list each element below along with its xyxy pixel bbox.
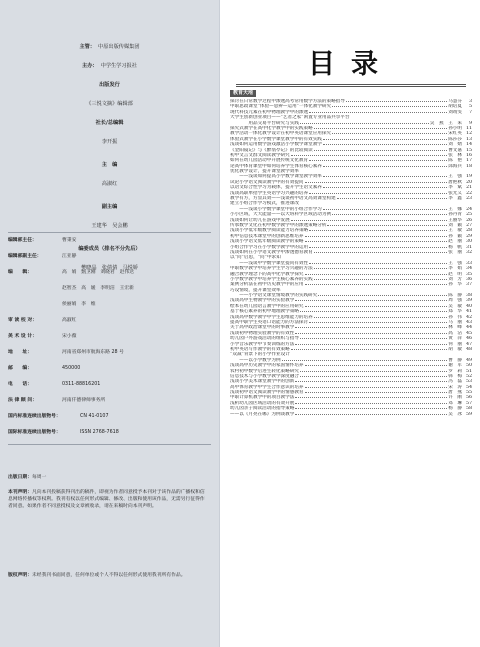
toc-entry-page: 45 bbox=[466, 330, 472, 336]
toc-leader-dots bbox=[295, 300, 447, 301]
toc-leader-dots bbox=[314, 150, 448, 151]
toc-entry-page: 50 bbox=[466, 363, 472, 369]
toc-leader-dots bbox=[327, 225, 447, 226]
toc-entry-page: 58 bbox=[466, 406, 472, 412]
masthead-rows bbox=[0, 44, 219, 271]
toc-entry-title: 浅谈小学低年级数学阅读能力培养策略 bbox=[230, 228, 309, 234]
staff-key: 地 址： bbox=[8, 350, 32, 355]
toc-leader-dots bbox=[314, 252, 448, 253]
toc-leader-dots bbox=[305, 274, 448, 275]
masthead-row bbox=[0, 44, 219, 50]
toc-entry-title: 浅谈高中历史教学中的家国情怀培养 bbox=[230, 363, 304, 369]
toc-entry-title: 中职思政课堂“体验—思辨—运用”一体化教学研究 bbox=[230, 104, 332, 110]
toc-entry-page: 34 bbox=[466, 266, 472, 272]
toc-entry-author: 宋红英 bbox=[448, 131, 462, 137]
toc-entry-title: 信息技术与小学数学教学深度融合 bbox=[230, 373, 299, 379]
toc-entry-author: 张 丽 bbox=[448, 249, 462, 255]
toc-entry-title: 浅析幼儿园区域活动的有效开展 bbox=[230, 400, 295, 406]
toc-leader-dots bbox=[332, 106, 447, 107]
toc-leader-dots bbox=[323, 187, 447, 188]
toc-entry-page: 38 bbox=[466, 293, 472, 299]
toc-entry-page: 30 bbox=[466, 239, 472, 245]
toc-entry-title: 浅谈如何在小学语文教学中渗透德育教育 bbox=[230, 249, 313, 255]
toc-entry-title: ——小学语文课堂情境教学的实践研究 bbox=[230, 293, 318, 299]
toc-entry-author: 李 鑫 bbox=[448, 196, 462, 202]
toc-entry-author: 邱海兵 bbox=[448, 163, 462, 169]
toc-leader-dots bbox=[295, 333, 447, 334]
toc-entry-title: 初中文言文群文阅读教学研究 bbox=[230, 152, 290, 158]
toc-leader-dots bbox=[323, 176, 447, 177]
staff-row bbox=[8, 366, 213, 372]
toc-entry-title: 传承数学文化在初中数学教学中的渗透策略分析 bbox=[230, 222, 327, 228]
toc-entry-title: 幼儿园亲子阅读活动的指导策略 bbox=[230, 406, 295, 412]
toc-column bbox=[226, 0, 476, 647]
toc-entry-page: 18 bbox=[466, 163, 472, 169]
toc-entry-author: 邓 琳 bbox=[448, 400, 462, 406]
staff-key: 编辑部副主任： bbox=[8, 254, 42, 259]
toc-entry-author: 刘 颖 bbox=[448, 222, 462, 228]
toc-entry-page: 39 bbox=[466, 298, 472, 304]
staff-row bbox=[8, 286, 213, 292]
toc-entry-author: 黄 萍 bbox=[448, 336, 462, 342]
toc-entry-page: 3 bbox=[469, 99, 472, 104]
toc-entry-title: ——浅谈中学数学课堂提问有效性 bbox=[230, 260, 309, 266]
toc-entry-author: 马 丽 bbox=[448, 320, 462, 326]
staff-value: 宋小薇 bbox=[62, 334, 77, 339]
toc-leader-dots bbox=[332, 214, 447, 215]
toc-leader-dots bbox=[318, 295, 447, 296]
toc-entry-author: 马慧芬 bbox=[448, 99, 462, 104]
toc-entry-title: 教学有方，方显其效——浅谈初中语文高效课堂构建 bbox=[230, 196, 336, 202]
copyright-notice: 版权声明：未经我刊书面同意，任何单位或个人不得以任何形式使用我刊所有作品。 bbox=[8, 573, 186, 578]
magazine-notice: 本刊声明：凡向本刊投稿获得刊出的稿件，即视为作者同意授予本刊对于该作品的广播权和信息网络传播权等权利。我刊有权以任何形式编辑、修改、出版和使用该作品，无需另行征得作者同意。如果作者不同意授权及文章被收录，请在来稿时向本刊声明。 bbox=[8, 490, 205, 509]
masthead-row: 编委成员（排名不分先后） bbox=[78, 246, 141, 252]
masthead-row: 出版发行 bbox=[99, 82, 120, 88]
staff-value: 450000 bbox=[62, 366, 81, 371]
toc-entry-page: 28 bbox=[466, 228, 472, 234]
toc-entry-title: “双减”背景下的小学作业设计 bbox=[230, 352, 290, 358]
toc-leader-dots bbox=[309, 230, 447, 231]
toc-leader-dots bbox=[305, 306, 448, 307]
staff-row bbox=[8, 334, 213, 340]
staff-value: 江亚静 bbox=[62, 254, 77, 259]
staff-row bbox=[8, 430, 213, 436]
toc-entry-title: 浅谈小学美术课堂教学中的创新 bbox=[230, 379, 295, 385]
toc-leader-dots bbox=[300, 376, 447, 377]
toc-entry-author: 周 强 bbox=[448, 298, 462, 304]
toc-entry-title: 关于高中政治课堂中的时事教学 bbox=[230, 325, 295, 331]
toc-entry-page: 7 bbox=[469, 109, 472, 115]
toc-leader-dots bbox=[291, 220, 447, 221]
masthead-column bbox=[0, 0, 220, 647]
staff-info bbox=[8, 238, 213, 436]
toc-entry-title: 案例分析法在初中历史教学中的应用 bbox=[230, 282, 304, 288]
toc-entry-author: 曹 静 bbox=[448, 357, 462, 363]
toc-entry-page: 16 bbox=[466, 152, 472, 158]
toc-entry-page: 11 bbox=[466, 125, 472, 131]
toc-leader-dots bbox=[314, 317, 448, 318]
toc-entry-title: 浅谈初中物理实验教学的有效性 bbox=[230, 330, 295, 336]
toc-entry-page: 59 bbox=[466, 411, 472, 417]
staff-row bbox=[8, 398, 213, 404]
toc-leader-dots bbox=[314, 268, 448, 269]
toc-leader-dots bbox=[305, 387, 448, 388]
toc-entry-title: 中职计算机教学中的项目教学法 bbox=[230, 395, 295, 401]
toc-entry-page: 41 bbox=[466, 309, 472, 315]
toc-entry-page: 17 bbox=[466, 158, 472, 164]
toc-entry-author: 吴 冰 bbox=[448, 411, 462, 417]
toc-leader-dots bbox=[309, 263, 447, 264]
toc-entry-author: 宋 涛 bbox=[448, 384, 462, 390]
staff-key bbox=[8, 286, 62, 292]
staff-row bbox=[8, 350, 213, 356]
masthead-row: 《三悦文摘》编辑部 bbox=[86, 101, 133, 107]
toc-entry-author: 张 林 bbox=[448, 152, 462, 158]
toc-entry-title: 如何在幼儿园活动中开展传统文化教育 bbox=[230, 158, 309, 164]
toc-entry-title: 现代科技元素在初中物理教学中的渗透 bbox=[230, 109, 309, 115]
toc-entry-author: 张光义 bbox=[448, 190, 462, 196]
toc-leader-dots bbox=[314, 128, 448, 129]
masthead-key: 主管： bbox=[79, 44, 96, 50]
toc-entry-title: 小小区域，大大能量——以大班科学区域活动为例 bbox=[230, 212, 332, 218]
staff-key: 审 读 校 对： bbox=[8, 318, 37, 323]
toc-entry-title: 探讨在日常数学过程中渗透高考常用数学方法的策略指导 bbox=[230, 99, 345, 104]
staff-value: ISSN 2768-7618 bbox=[80, 430, 119, 435]
toc-entry-title: 提高中职学生英语口语能力的方法探讨 bbox=[230, 320, 309, 326]
toc-entry-author: 赵 丽 bbox=[448, 239, 462, 245]
masthead-value: 中原出版传媒集团 bbox=[98, 44, 140, 50]
toc-entry-author: 赵 明 bbox=[448, 271, 462, 277]
toc-entry-page: 57 bbox=[466, 400, 472, 406]
toc-entry-title: 初中英语写作教学的有效策略 bbox=[230, 346, 290, 352]
toc-entry-author: 孙 伟 bbox=[448, 314, 462, 320]
staff-key bbox=[8, 302, 62, 308]
toc-entry-author: 刘 婧 bbox=[448, 142, 462, 148]
toc-entry-author: 韩 梅 bbox=[448, 373, 462, 379]
toc-entry-title: 小学数学教学中培养学生核心素养的实践 bbox=[230, 276, 313, 282]
toc-entry-page: 27 bbox=[466, 222, 472, 228]
toc-entry-page: 48 bbox=[466, 346, 472, 352]
staff-key: 编辑部主任： bbox=[8, 238, 37, 243]
staff-key: 邮 编： bbox=[8, 366, 32, 371]
staff-row bbox=[8, 254, 213, 260]
toc-entry-page: 56 bbox=[466, 395, 472, 401]
toc-entry-title: 浅谈初中语文阅读教学中的情感教育 bbox=[230, 390, 304, 396]
toc-entry-title: ——以《月亮在哪》为例谈教学 bbox=[230, 411, 295, 417]
toc-leader-dots bbox=[295, 403, 447, 404]
toc-entry-page: 23 bbox=[466, 196, 472, 202]
staff-row bbox=[8, 382, 213, 388]
toc-leader-dots bbox=[305, 284, 448, 285]
toc-leader-dots bbox=[323, 144, 447, 145]
toc-entry-author: 曹文嘉 bbox=[448, 147, 462, 153]
toc-entry-author: 胡 敏 bbox=[448, 346, 462, 352]
toc-entry-page: 46 bbox=[466, 336, 472, 342]
toc-entry-author: 许 刚 bbox=[448, 395, 462, 401]
toc-entry-title: ——浅谈小学数学课堂中的小组合作学习 bbox=[230, 206, 322, 212]
staff-key: 电 话： bbox=[8, 382, 32, 387]
toc-entry-title: 体验式教学在小学数学课堂教学中的有效实践 bbox=[230, 136, 322, 142]
toc-leader-dots bbox=[309, 112, 447, 113]
toc-leader-dots bbox=[305, 365, 448, 366]
toc-entry-author: 吴 燕 王 朱 bbox=[429, 120, 462, 126]
toc-leader-dots bbox=[305, 182, 448, 183]
toc-entry-title: 浅谈高中生物教学中的实验教学 bbox=[230, 298, 295, 304]
toc-entry-title: 《金阳镜记》与《醉翁亭记》的比较阅读 bbox=[230, 147, 313, 153]
toc-leader-dots bbox=[295, 344, 447, 345]
toc-entry-page: 53 bbox=[466, 379, 472, 385]
toc-entry-title: 浅谈小学语文低年级阅读教学的策略 bbox=[230, 239, 304, 245]
toc-entry-author: 陈 静 bbox=[448, 293, 462, 299]
toc-entry-title: 农村初中数学后进生转化策略研究 bbox=[230, 368, 299, 374]
toc-entry-page: 51 bbox=[466, 368, 472, 374]
toc-entry-title: 优化教学设计，提升课堂教学效率 bbox=[230, 169, 299, 175]
toc-entry-author: 吴 敏 bbox=[448, 303, 462, 309]
title-rule-thin bbox=[236, 86, 466, 87]
toc-leader-dots bbox=[282, 360, 448, 361]
toc-leader-dots bbox=[323, 209, 447, 210]
toc-entry-title: 教学活动一体化教学设计在初中英语课堂应用探究 bbox=[230, 131, 332, 137]
staff-key: 国际标准连续出版物号： bbox=[8, 430, 61, 435]
toc-entry-title: ——浅谈如何提高小学数学课堂教学效率 bbox=[230, 174, 322, 180]
staff-key: 法 律 顾 问： bbox=[8, 398, 37, 403]
toc-entry-title: 高中体育教学中学生合作意识的培养 bbox=[230, 384, 304, 390]
toc-entry-title: 用品交易平台研究与实践 bbox=[230, 120, 299, 126]
toc-entry-page: 43 bbox=[466, 320, 472, 326]
toc-entry-author: 王 娜 bbox=[448, 206, 462, 212]
toc-entry-title: 探究式教学在高中化学教学中的实践策略 bbox=[230, 125, 313, 131]
masthead-row: 樊晓晶 张倩倩 马悦娇 bbox=[80, 265, 139, 271]
toc-entry-author: 林 峰 bbox=[448, 325, 462, 331]
toc-leader-dots bbox=[295, 408, 447, 409]
toc-entry-author: 李 斌 bbox=[448, 185, 462, 191]
toc-leader-dots bbox=[295, 381, 447, 382]
toc-leader-dots bbox=[323, 139, 447, 140]
toc-entry-page: 37 bbox=[466, 282, 472, 288]
toc-entry-title: 浅谈高职单招学生英语学习兴趣的培养 bbox=[230, 190, 309, 196]
toc-entry-author: 陈莎莎 bbox=[448, 136, 462, 142]
masthead-divider bbox=[8, 232, 211, 233]
toc-entry-title: 大学生创新创业项目——“艺者之家”闲置专业用品共享平台 bbox=[230, 115, 350, 121]
toc-leader-dots bbox=[305, 392, 448, 393]
toc-entry-page: 13 bbox=[466, 136, 472, 142]
toc-entry-page: 52 bbox=[466, 373, 472, 379]
toc-leader-dots bbox=[300, 371, 447, 372]
toc-entry-page: 22 bbox=[466, 190, 472, 196]
toc-entry[interactable] bbox=[230, 412, 472, 417]
toc-entry-title: 以“问”启思，“问”中求知 bbox=[230, 255, 281, 261]
toc-entry-page: 40 bbox=[466, 303, 472, 309]
toc-entry-page: 33 bbox=[466, 260, 472, 266]
toc-entry-title: 融合教学理念下的高中化学教学探究 bbox=[230, 271, 304, 277]
toc-entry-author: 孙小明 bbox=[448, 125, 462, 131]
masthead-row: 李开振 bbox=[101, 139, 118, 145]
masthead-value: 中学生学习报社 bbox=[100, 63, 137, 69]
toc-leader-dots bbox=[305, 236, 448, 237]
toc-entry-title: 中职数学教学中培养学生学习兴趣的方法 bbox=[230, 266, 313, 272]
toc-entry-title: 论高中体育课堂中如何培养学生体育核心素养 bbox=[230, 163, 322, 169]
toc-entry-page: 12 bbox=[466, 131, 472, 137]
staff-value: 河南省郑州市航海东路 28 号 bbox=[62, 350, 124, 355]
staff-value: 赵智杰 高 媛 李明洁 王宏新 bbox=[62, 286, 134, 291]
toc-entry-author: 高 洁 bbox=[448, 330, 462, 336]
toc-entry-page: 49 bbox=[466, 357, 472, 363]
toc-entry-title: 幼儿园户外游戏活动的组织与指导 bbox=[230, 336, 299, 342]
toc-entry-page: 54 bbox=[466, 384, 472, 390]
masthead-row: 主 编 bbox=[101, 162, 118, 168]
toc-leader-dots bbox=[309, 160, 447, 161]
toc-leader-dots bbox=[309, 322, 447, 323]
toc-entry-page: 44 bbox=[466, 325, 472, 331]
toc-entry-page: 25 bbox=[466, 212, 472, 218]
toc-leader-dots bbox=[346, 101, 447, 102]
toc-entry-page: 36 bbox=[466, 276, 472, 282]
staff-key: 美 术 设 计： bbox=[8, 334, 37, 339]
toc-entry-author: 孙 华 bbox=[448, 282, 462, 288]
toc-entry-page: 26 bbox=[466, 217, 472, 223]
toc-leader-dots bbox=[314, 279, 448, 280]
toc-leader-dots bbox=[291, 349, 447, 350]
toc-leader-dots bbox=[295, 327, 447, 328]
toc-entry-author: 胡培夏 bbox=[448, 104, 462, 110]
toc-entry-page: 20 bbox=[466, 179, 472, 185]
toc-entry-title: ——以小学数学为例 bbox=[230, 357, 281, 363]
toc-entry-page: 19 bbox=[466, 174, 472, 180]
toc-entry-page: 42 bbox=[466, 314, 472, 320]
toc-leader-dots bbox=[295, 397, 447, 398]
toc-leader-dots bbox=[300, 311, 447, 312]
toc-leader-dots bbox=[309, 247, 447, 248]
toc-entry-page: 55 bbox=[466, 390, 472, 396]
toc-entry-author: 孙 颖 bbox=[448, 233, 462, 239]
toc-entry-author: 刘靖雯 bbox=[448, 109, 462, 115]
masthead-row: 副主编 bbox=[101, 204, 118, 210]
toc-entry-title: 以语文综合性学习为载体，提升学生语文素养 bbox=[230, 185, 322, 191]
toc-entry-title: 浅谈高中数学教学中学生思维能力的培养 bbox=[230, 314, 313, 320]
masthead-key: 主办： bbox=[82, 63, 98, 69]
staff-row bbox=[8, 270, 213, 276]
staff-value: 高 娟 甄卫刚 刘晓君 赵伟达 bbox=[62, 270, 134, 275]
toc-entry-title: 试论小学语文阅读教学中的有效提问 bbox=[230, 179, 304, 185]
staff-value: 河南仟德律师事务所 bbox=[62, 398, 106, 403]
toc-entry-author: 冯 磊 bbox=[448, 379, 462, 385]
toc-entry-title: 小组合作学习在小学数学教学中的运用 bbox=[230, 244, 309, 250]
toc-entry-author: 罗 莉 bbox=[448, 368, 462, 374]
toc-entry-author: 王 强 bbox=[448, 260, 462, 266]
toc-entry-page: 32 bbox=[466, 249, 472, 255]
pub-date: 出版日期：每周一 bbox=[8, 475, 47, 480]
toc-entry-page: 15 bbox=[466, 147, 472, 153]
toc-entry-title: 浅谈如何让幼儿在游戏中发展 bbox=[230, 217, 290, 223]
staff-value: 曹秉安 bbox=[62, 238, 77, 243]
staff-key: 编 辑： bbox=[8, 270, 32, 275]
toc-entry-author: 杨 帆 bbox=[448, 244, 462, 250]
toc-entry-author: 王 敏 bbox=[448, 228, 462, 234]
toc-entry-author: 郑 华 bbox=[448, 309, 462, 315]
toc-entry-author: 何 丽 bbox=[448, 341, 462, 347]
toc-leader-dots bbox=[295, 414, 447, 415]
toc-entry-title: 浅谈如何运用数学游戏激活小学数学课堂教学 bbox=[230, 142, 322, 148]
staff-row bbox=[8, 318, 213, 324]
staff-row bbox=[8, 238, 213, 244]
toc-entry-title: 建立小组合作学习模式，推进课改 bbox=[230, 201, 299, 207]
toc-entry-author: 李 娟 bbox=[448, 266, 462, 272]
toc-entry-page: 29 bbox=[466, 233, 472, 239]
toc-leader-dots bbox=[291, 155, 447, 156]
title-rule bbox=[236, 84, 466, 85]
toc-entry-page: 31 bbox=[466, 244, 472, 250]
toc-list bbox=[230, 99, 472, 417]
toc-entry-author: 王 强 bbox=[448, 174, 462, 180]
masthead-row: 社长/总编辑 bbox=[95, 120, 124, 126]
toc-entry-title: 初中信息技术课堂中的创新思维培养 bbox=[230, 233, 304, 239]
toc-entry-page: 21 bbox=[466, 185, 472, 191]
toc-entry-page: 24 bbox=[466, 206, 472, 212]
toc-entry-author: 谢 军 bbox=[448, 363, 462, 369]
section-heading: 教育天地 bbox=[230, 90, 256, 97]
toc-entry-author: 王丽华 bbox=[448, 217, 462, 223]
toc-entry-author: 唐 燕 bbox=[448, 390, 462, 396]
toc-entry-author: 刘 芳 bbox=[448, 276, 462, 282]
toc-leader-dots bbox=[305, 241, 448, 242]
staff-row bbox=[8, 302, 213, 308]
staff-value: 侯丽娟 李 维 bbox=[62, 302, 96, 307]
toc-leader-dots bbox=[300, 123, 429, 124]
staff-value: CN 41-0107 bbox=[80, 414, 109, 419]
toc-leader-dots bbox=[309, 193, 447, 194]
toc-entry-page: 9 bbox=[469, 120, 472, 126]
toc-entry-title: 基于核心素养的初中地理教学策略 bbox=[230, 309, 299, 315]
toc-leader-dots bbox=[337, 198, 448, 199]
toc-entry-author: 孙丹青 bbox=[448, 212, 462, 218]
toc-leader-dots bbox=[300, 338, 447, 339]
staff-value: 高淑红 bbox=[62, 318, 77, 323]
toc-entry-page: 14 bbox=[466, 142, 472, 148]
masthead-row bbox=[0, 63, 219, 69]
staff-row bbox=[8, 414, 213, 420]
toc-entry-page: 5 bbox=[469, 104, 472, 110]
toc-leader-dots bbox=[323, 166, 447, 167]
toc-entry-author: 唐艳秋 bbox=[448, 179, 462, 185]
toc-entry-page: 47 bbox=[466, 341, 472, 347]
toc-entry-page: 35 bbox=[466, 271, 472, 277]
toc-entry-author: 杨 静 bbox=[448, 406, 462, 412]
staff-key: 国内标准连续出版物号： bbox=[8, 414, 61, 419]
toc-entry-title: 绘本在幼儿园语言教学中的应用研究 bbox=[230, 303, 304, 309]
toc-leader-dots bbox=[332, 133, 447, 134]
toc-entry-author: 陈 艳 bbox=[448, 158, 462, 164]
staff-value: 0311-88816201 bbox=[62, 382, 101, 387]
masthead-row: 王建华 吴会鹏 bbox=[91, 223, 128, 229]
staff-divider bbox=[8, 444, 211, 445]
toc-title: 目录 bbox=[308, 49, 394, 80]
masthead-row: 高淑红 bbox=[101, 181, 118, 187]
toc-entry-title: 小学音乐教学中节奏训练的方法 bbox=[230, 341, 295, 347]
toc-entry-title: 巧设情境，提升课堂效率 bbox=[230, 287, 281, 293]
